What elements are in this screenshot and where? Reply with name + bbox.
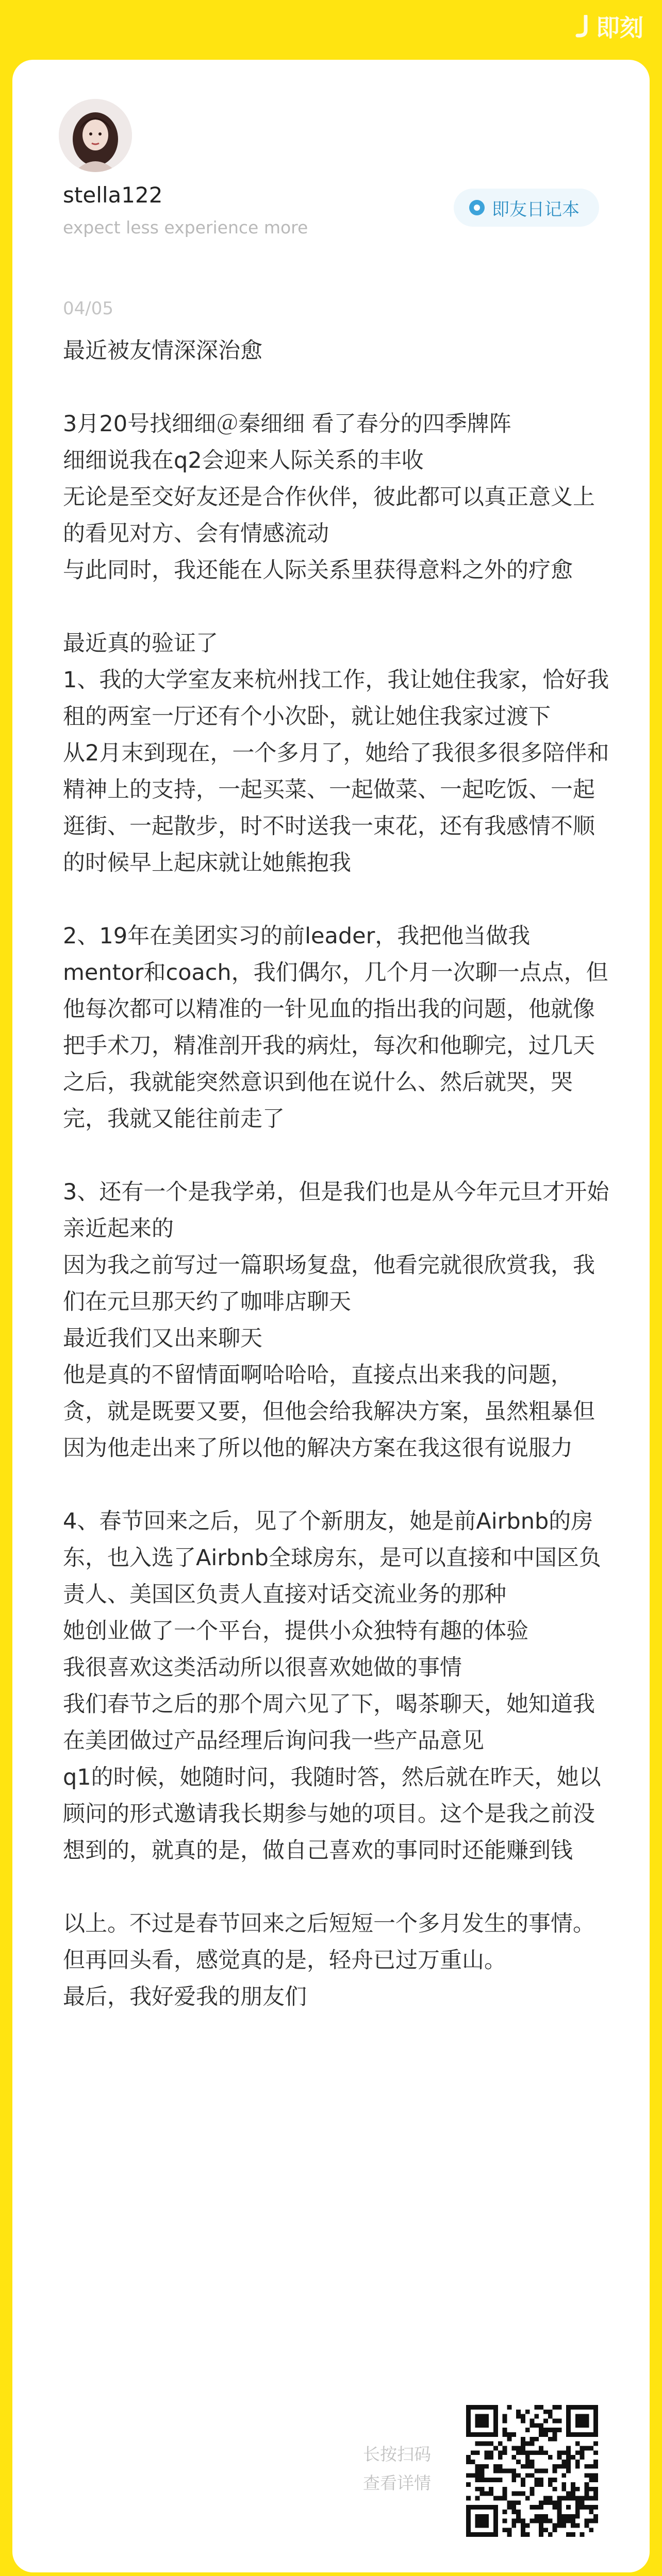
jike-logo-icon bbox=[575, 15, 591, 38]
qr-hint-line1: 长按扫码 bbox=[363, 2444, 431, 2464]
paragraph-gap bbox=[63, 1869, 609, 1906]
post-line: 最近真的验证了 bbox=[63, 631, 218, 656]
paragraph-gap bbox=[63, 369, 609, 406]
post-line: 最后，我好爱我的朋友们 bbox=[63, 1984, 307, 2010]
paragraph-gap bbox=[63, 1467, 609, 1503]
post-line: 无论是至交好友还是合作伙伴，彼此都可以真正意义上的看见对方、会有情感流动 bbox=[63, 484, 595, 547]
post-line: 4、春节回来之后，见了个新朋友，她是前Airbnb的房东，也入选了Airbnb全球房东，是可以直接和中国区负责人、美国区负责人直接对话交流业务的那种 bbox=[63, 1509, 601, 1607]
qr-hint bbox=[363, 2440, 431, 2498]
post-line: 2、19年在美团实习的前leader，我把他当做我mentor和coach，我们偶尔，几个月一次聊一点点，但他每次都可以精准的一针见血的指出我的问题，他就像把手术刀，精准剖开我的病灶，每次和他聊完，过几天之后，我就能突然意识到他在说什么、然后就哭，哭完，我就又能往前走了 bbox=[63, 923, 608, 1132]
post-line: 与此同时，我还能在人际关系里获得意料之外的疗愈 bbox=[63, 557, 573, 583]
diary-badge-button[interactable] bbox=[454, 189, 599, 227]
post-line: 最近我们又出来聊天 bbox=[63, 1326, 262, 1351]
diary-badge-icon bbox=[469, 200, 485, 215]
post-line: 从2月末到现在，一个多月了，她给了我很多很多陪伴和精神上的支持，一起买菜、一起做菜、一起吃饭、一起逛街、一起散步，时不时送我一束花，还有我感情不顺的时候早上起床就让她熊抱我 bbox=[63, 740, 609, 876]
top-brand-logo bbox=[575, 9, 643, 43]
post-line: 因为我之前写过一篇职场复盘，他看完就很欣赏我，我们在元旦那天约了咖啡店聊天 bbox=[63, 1252, 595, 1315]
post-line: 3月20号找细细＠秦细细 看了春分的四季牌阵 bbox=[63, 411, 511, 437]
post-body bbox=[63, 333, 609, 2015]
paragraph-gap bbox=[63, 1138, 609, 1174]
post-line: 细细说我在q2会迎来人际关系的丰收 bbox=[63, 448, 424, 473]
post-line: q1的时候，她随时问，我随时答，然后就在昨天，她以顾问的形式邀请我长期参与她的项目。这个是我之前没想到的，就真的是，做自己喜欢的事同时还能赚到钱 bbox=[63, 1765, 601, 1863]
qr-code-icon[interactable] bbox=[466, 2405, 598, 2537]
post-line: 我们春节之后的那个周六见了下，喝茶聊天，她知道我在美团做过产品经理后询问我一些产品意见 bbox=[63, 1691, 595, 1754]
post-line: 他是真的不留情面啊哈哈哈，直接点出来我的问题，贪，就是既要又要，但他会给我解决方案，虽然粗暴但因为他走出来了所以他的解决方案在我这很有说服力 bbox=[63, 1362, 595, 1461]
post-line: 她创业做了一个平台，提供小众独特有趣的体验 bbox=[63, 1618, 528, 1644]
user-motto: expect less experience more bbox=[63, 217, 308, 238]
paragraph-gap bbox=[63, 589, 609, 625]
entry-date: 04/05 bbox=[63, 298, 113, 319]
post-line: 1、我的大学室友来杭州找工作，我让她住我家，恰好我租的两室一厅还有个小次卧，就让她住我家过渡下 bbox=[63, 667, 609, 730]
top-brand-name: 即刻 bbox=[596, 14, 643, 42]
qr-hint-line2: 查看详情 bbox=[363, 2473, 431, 2493]
diary-card bbox=[12, 60, 650, 2572]
diary-badge-label: 即友日记本 bbox=[492, 199, 580, 220]
paragraph-gap bbox=[63, 882, 609, 918]
avatar[interactable] bbox=[59, 99, 132, 172]
post-line: 以上。不过是春节回来之后短短一个多月发生的事情。但再回头看，感觉真的是，轻舟已过万重山。 bbox=[63, 1911, 595, 1973]
post-line: 我很喜欢这类活动所以很喜欢她做的事情 bbox=[63, 1655, 462, 1681]
username[interactable]: stella122 bbox=[63, 182, 163, 208]
post-line: 3、还有一个是我学弟，但是我们也是从今年元旦才开始亲近起来的 bbox=[63, 1179, 609, 1242]
post-line: 最近被友情深深治愈 bbox=[63, 338, 262, 364]
